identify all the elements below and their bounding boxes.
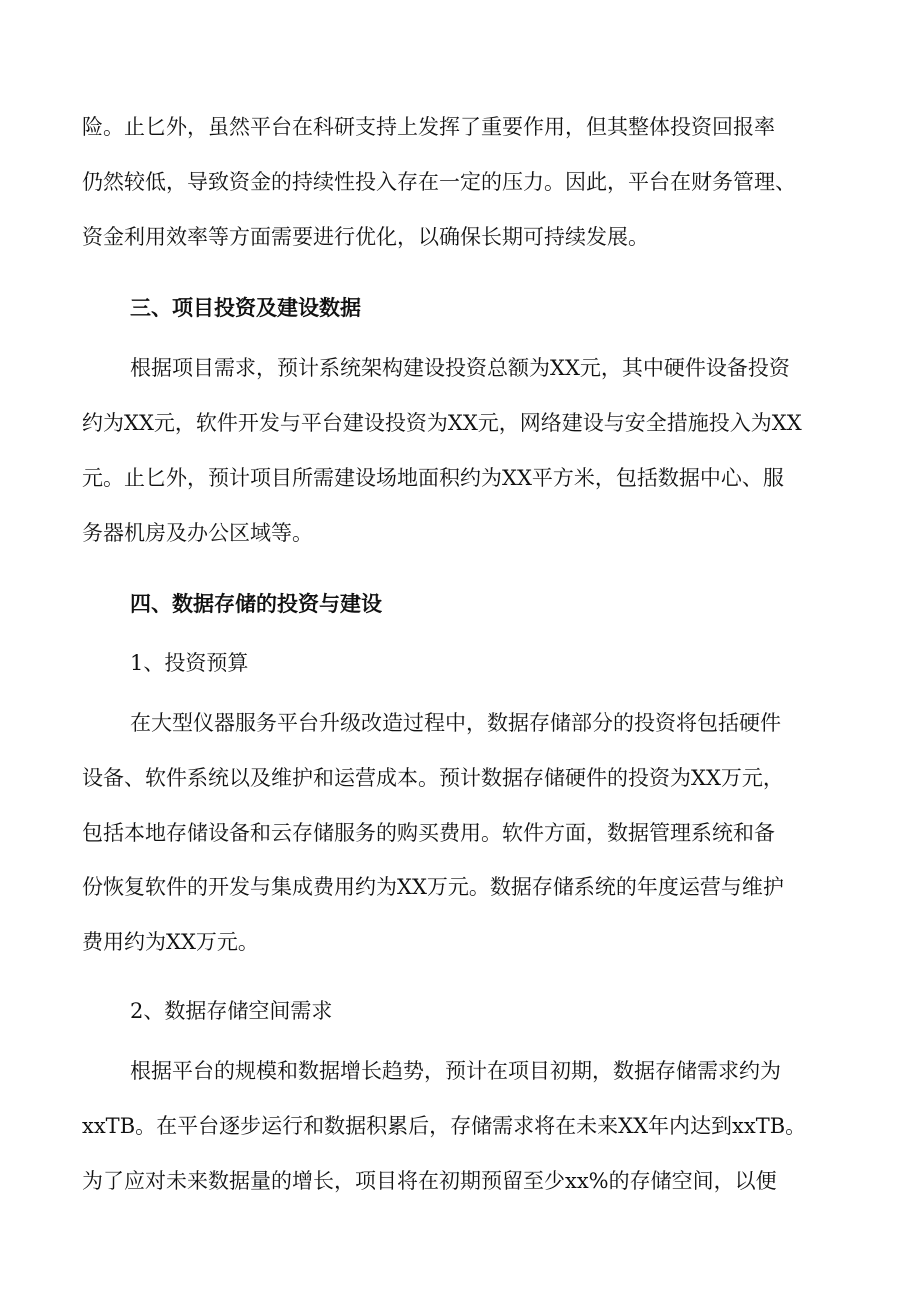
paragraph-line: xxTB。在平台逐步运行和数据积累后，存储需求将在未来XX年内达到xxTB。 — [82, 1114, 807, 1138]
section-4-heading: 四、数据存储的投资与建设 — [130, 591, 382, 616]
subsection-2-heading: 2、数据存储空间需求 — [130, 999, 333, 1023]
paragraph-line: 设备、软件系统以及维护和运营成本。预计数据存储硬件的投资为XX万元， — [82, 766, 784, 790]
paragraph-line: 资金利用效率等方面需要进行优化，以确保长期可持续发展。 — [82, 225, 649, 249]
paragraph-line: 根据平台的规模和数据增长趋势，预计在项目初期，数据存储需求约为 — [130, 1059, 781, 1083]
paragraph-line: 包括本地存储设备和云存储服务的购买费用。软件方面，数据管理系统和备 — [82, 821, 775, 845]
paragraph-line: 根据项目需求，预计系统架构建设投资总额为XX元，其中硬件设备投资 — [130, 356, 790, 380]
paragraph-line: 仍然较低，导致资金的持续性投入存在一定的压力。因此，平台在财务管理、 — [82, 170, 796, 194]
subsection-1-heading: 1、投资预算 — [130, 651, 249, 675]
paragraph-line: 在大型仪器服务平台升级改造过程中，数据存储部分的投资将包括硬件 — [130, 711, 781, 735]
paragraph-line: 份恢复软件的开发与集成费用约为XX万元。数据存储系统的年度运营与维护 — [82, 875, 784, 899]
paragraph-line: 费用约为XX万元。 — [82, 930, 259, 954]
section-3-heading: 三、项目投资及建设数据 — [130, 295, 361, 320]
paragraph-line: 约为XX元，软件开发与平台建设投资为XX元，网络建设与安全措施投入为XX — [82, 411, 802, 435]
paragraph-line: 险。止匕外，虽然平台在科研支持上发挥了重要作用，但其整体投资回报率 — [82, 115, 775, 139]
paragraph-line: 元。止匕外，预计项目所需建设场地面积约为XX平方米，包括数据中心、服 — [82, 466, 784, 490]
paragraph-line: 为了应对未来数据量的增长，项目将在初期预留至少xx%的存储空间，以便 — [82, 1169, 777, 1193]
paragraph-line: 务器机房及办公区域等。 — [82, 521, 313, 545]
